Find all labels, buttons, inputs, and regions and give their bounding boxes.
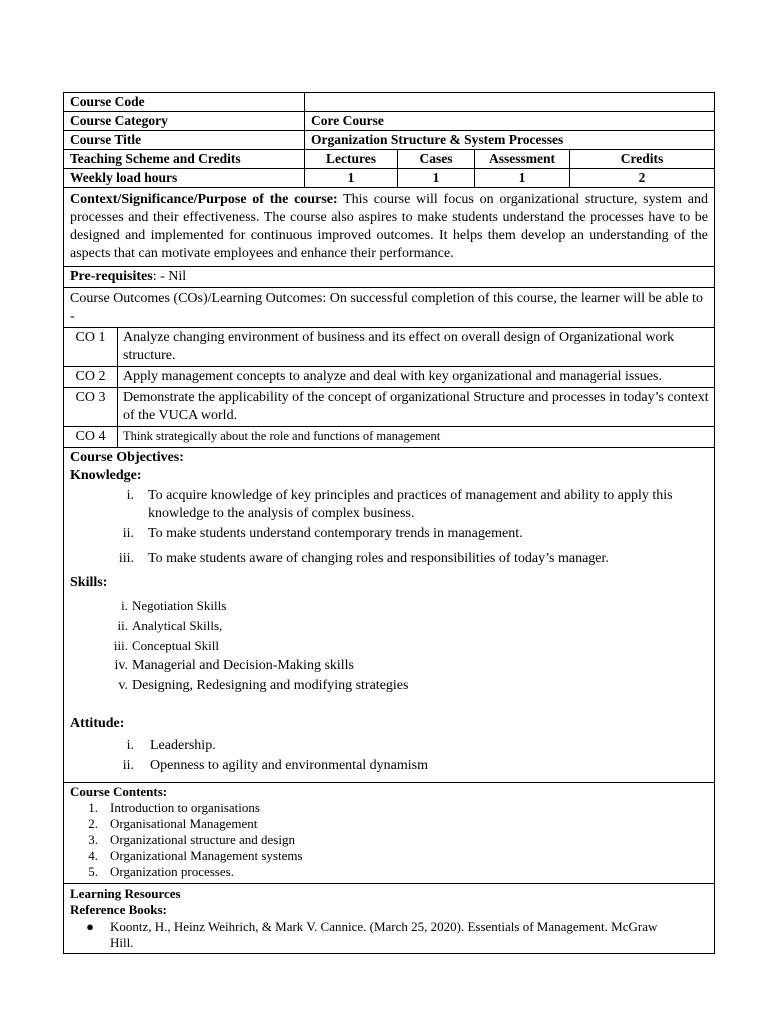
list-item xyxy=(70,636,708,656)
list-num: ii. xyxy=(122,526,134,541)
contents-title: Course Contents: xyxy=(70,784,168,799)
list-item xyxy=(70,525,708,543)
co-text: Analyze changing environment of business and its effect on overall design of Organizational work structure. xyxy=(123,330,675,363)
list-num: v. xyxy=(118,678,128,693)
list-text: Managerial and Decision-Making skills xyxy=(132,658,355,673)
resources-block xyxy=(64,884,714,953)
knowledge-list xyxy=(70,487,708,568)
list-text: Organizational Management systems xyxy=(110,848,303,863)
list-text: Openness to agility and environmental dynamism xyxy=(150,758,429,773)
val-credits: 2 xyxy=(638,170,646,185)
co-row xyxy=(64,367,714,388)
context-label: Context/Significance/Purpose of the course: xyxy=(70,192,338,207)
list-item xyxy=(70,616,708,636)
scheme-columns xyxy=(305,150,714,168)
list-text: Analytical Skills, xyxy=(132,618,223,633)
co-text: Apply management concepts to analyze and deal with key organizational and managerial issues. xyxy=(123,369,662,384)
teaching-scheme-row xyxy=(64,150,714,169)
context-text: This course will focus on organizational structure, system and processes and their effectiveness. The course also aspires to make students understand the processes have to be designed and implemented for continuous improved outcomes. It helps them develop an understanding of the aspects that can motivate employees and enhance their performance. xyxy=(70,192,708,261)
list-text: To make students aware of changing roles and responsibilities of today’s manager. xyxy=(148,551,609,566)
list-text: Leadership. xyxy=(150,738,216,753)
list-num: ii. xyxy=(122,758,134,773)
list-num: i. xyxy=(126,488,134,503)
list-item xyxy=(70,676,708,696)
load-values xyxy=(305,169,714,187)
course-code-row xyxy=(64,93,714,112)
attitude-list xyxy=(70,736,708,776)
list-item xyxy=(70,919,708,951)
teaching-scheme-label: Teaching Scheme and Credits xyxy=(64,150,305,168)
co-text: Think strategically about the role and functions of management xyxy=(123,429,441,443)
course-category-value: Core Course xyxy=(311,113,384,128)
list-item xyxy=(70,756,708,776)
list-num: 1. xyxy=(88,800,98,815)
weekly-load-label: Weekly load hours xyxy=(64,169,305,187)
list-text: Designing, Redesigning and modifying strategies xyxy=(132,678,409,693)
skills-label: Skills: xyxy=(70,575,108,590)
co-id: CO 3 xyxy=(64,388,118,426)
course-code-value xyxy=(305,93,714,111)
list-num: 4. xyxy=(88,848,98,863)
course-category-label: Course Category xyxy=(64,112,305,130)
list-num: 5. xyxy=(88,864,98,879)
list-num: i. xyxy=(121,598,128,613)
co-text: Demonstrate the applicability of the concept of organizational Structure and processes in today’s context of the VUCA world. xyxy=(123,390,709,423)
val-cases: 1 xyxy=(398,169,475,187)
list-item xyxy=(70,656,708,676)
prerequisites-text: : - Nil xyxy=(152,269,187,284)
contents-block xyxy=(64,783,714,883)
list-text: Introduction to organisations xyxy=(110,800,260,815)
col-credits: Credits xyxy=(620,151,664,166)
co-id: CO 2 xyxy=(64,367,118,387)
objectives-row xyxy=(64,448,714,783)
reference-book: Koontz, H., Heinz Weihrich, & Mark V. Cannice. (March 25, 2020). Essentials of Management. McGraw Hill. xyxy=(110,919,658,950)
co-row xyxy=(64,427,714,448)
co-row xyxy=(64,388,714,427)
list-item xyxy=(70,487,708,523)
list-num: iv. xyxy=(114,658,128,673)
bullet-icon: ● xyxy=(86,919,94,934)
list-item xyxy=(70,864,708,880)
list-num: 3. xyxy=(88,832,98,847)
list-num: iii. xyxy=(118,551,134,566)
col-cases: Cases xyxy=(398,150,475,168)
prerequisites-label: Pre-requisites xyxy=(70,269,153,284)
outcomes-intro-row xyxy=(64,288,714,328)
co-row xyxy=(64,328,714,367)
prerequisites-row xyxy=(64,267,714,288)
list-item xyxy=(70,832,708,848)
contents-row xyxy=(64,783,714,884)
skills-list xyxy=(70,596,708,696)
col-lectures: Lectures xyxy=(305,150,398,168)
list-item xyxy=(70,736,708,756)
list-num: ii. xyxy=(117,618,128,633)
val-lectures: 1 xyxy=(305,169,398,187)
reference-books-label: Reference Books: xyxy=(70,902,167,917)
col-assessment: Assessment xyxy=(475,150,570,168)
list-text: Organization processes. xyxy=(110,864,234,879)
course-title-value: Organization Structure & System Processes xyxy=(311,132,564,147)
knowledge-label: Knowledge: xyxy=(70,468,142,483)
course-title-row xyxy=(64,131,714,150)
attitude-label: Attitude: xyxy=(70,716,125,731)
val-assessment: 1 xyxy=(475,169,570,187)
course-code-label: Course Code xyxy=(64,93,305,111)
list-text: To make students understand contemporary trends in management. xyxy=(148,526,523,541)
contents-list xyxy=(70,800,708,880)
objectives-block xyxy=(64,448,714,782)
course-category-row xyxy=(64,112,714,131)
co-id: CO 4 xyxy=(64,427,118,447)
co-id: CO 1 xyxy=(64,328,118,366)
list-text: Organizational structure and design xyxy=(110,832,295,847)
list-item xyxy=(70,596,708,616)
course-title-label: Course Title xyxy=(64,131,305,149)
list-text: To acquire knowledge of key principles and practices of management and ability to apply this knowledge to the analysis of complex business. xyxy=(148,488,673,521)
resources-row xyxy=(64,884,714,953)
list-num: iii. xyxy=(113,638,128,653)
list-text: Negotiation Skills xyxy=(132,598,227,613)
list-num: 2. xyxy=(88,816,98,831)
list-num: i. xyxy=(126,738,134,753)
resources-title: Learning Resources xyxy=(70,886,181,901)
objectives-title: Course Objectives: xyxy=(70,450,184,465)
outcomes-intro: Course Outcomes (COs)/Learning Outcomes: On successful completion of this course, the learner will be able to - xyxy=(70,291,703,324)
list-text: Organisational Management xyxy=(110,816,258,831)
prerequisites-block xyxy=(64,267,714,287)
list-item xyxy=(70,550,708,568)
list-item xyxy=(70,800,708,816)
context-block xyxy=(64,188,714,266)
list-text: Conceptual Skill xyxy=(132,638,220,653)
list-item xyxy=(70,816,708,832)
course-document xyxy=(63,92,715,954)
list-item xyxy=(70,848,708,864)
weekly-load-row xyxy=(64,169,714,188)
context-row xyxy=(64,188,714,267)
